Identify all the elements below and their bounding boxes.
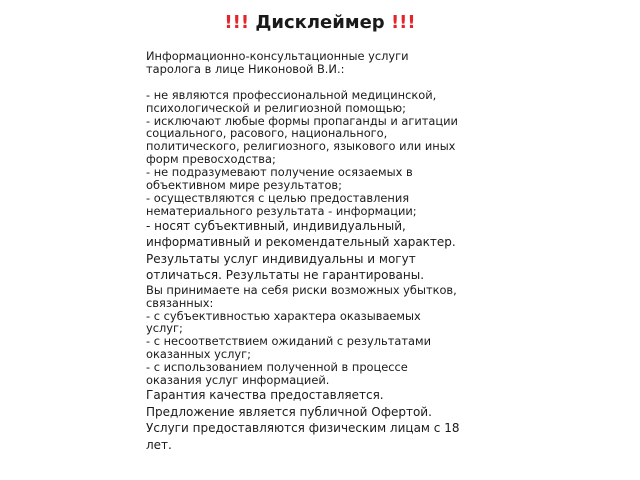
- body-line: политического, религиозного, языкового или иных: [146, 139, 456, 154]
- exclamation-right: !!!: [390, 12, 416, 33]
- terms-line: Услуги предоставляются физическим лицам с 18: [146, 421, 460, 436]
- risk-line: - с субъективностью характера оказываемых: [146, 308, 421, 323]
- body-line: психологической и религиозной помощью;: [146, 100, 406, 115]
- terms-line: Предложение является публичной Офертой.: [146, 404, 432, 419]
- spacer: [146, 76, 506, 89]
- terms-line: Гарантия качества предоставляется.: [146, 388, 384, 403]
- risk-line: услуг;: [146, 321, 183, 336]
- body-line: социального, расового, национального,: [146, 126, 388, 141]
- title-text: Дисклеймер: [255, 12, 385, 33]
- character-line: Результаты услуг индивидуальны и могут: [146, 251, 416, 266]
- body-line: - не подразумевают получение осязаемых в: [146, 165, 413, 180]
- body-line: объективном мире результатов;: [146, 178, 342, 193]
- intro-line: таролога в лице Никоновой В.И.:: [146, 61, 345, 76]
- character-line: информативный и рекомендательный характер.: [146, 235, 456, 250]
- exclamation-left: !!!: [224, 12, 250, 33]
- risk-line: - с использованием полученной в процессе: [146, 360, 408, 375]
- risk-line: Вы принимаете на себя риски возможных убытков,: [146, 282, 457, 297]
- body-line: - исключают любые формы пропаганды и агитации: [146, 113, 458, 128]
- risk-line: связанных:: [146, 295, 214, 310]
- body-line: форм превосходства;: [146, 152, 276, 167]
- risk-line: оказания услуг информацией.: [146, 373, 330, 388]
- character-line: - носят субъективный, индивидуальный,: [146, 218, 406, 233]
- body-line: нематериального результата - информации;: [146, 203, 417, 218]
- risk-line: оказанных услуг;: [146, 347, 251, 362]
- body-line: - осуществляются с целью предоставления: [146, 190, 410, 205]
- intro-line: Информационно-консультационные услуги: [146, 49, 409, 63]
- page-title: [0, 12, 640, 34]
- body-line: - не являются профессиональной медицинской,: [146, 87, 437, 102]
- disclaimer-body: [146, 50, 506, 453]
- terms-line: лет.: [146, 437, 172, 452]
- risk-line: - с несоответствием ожиданий с результатами: [146, 334, 431, 349]
- character-line: отличаться. Результаты не гарантированы.: [146, 268, 425, 283]
